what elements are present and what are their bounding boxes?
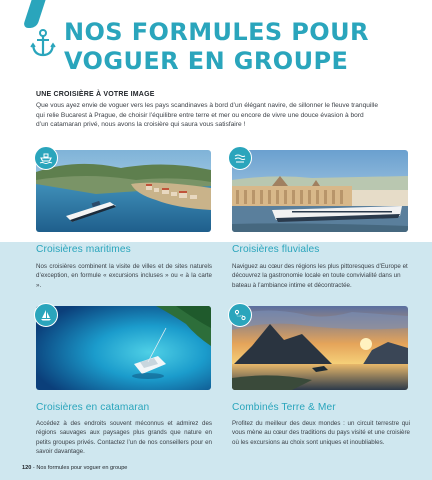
- route-badge: [228, 303, 252, 327]
- page-footer: [22, 465, 127, 471]
- section-body-river: Naviguez au cœur des régions les plus pittoresques d’Europe et découvrez la gastronomie locale en toute convivialité dans un bateau à l’ambiance intime et décontractée.: [232, 263, 408, 289]
- river-boat-icon: [233, 151, 247, 165]
- intro-subtitle: UNE CROISIÈRE À VOTRE IMAGE: [36, 91, 155, 98]
- section-title-land-sea: Combinés Terre & Mer: [232, 402, 336, 413]
- page-number: 120: [22, 465, 32, 471]
- section-title-maritime: Croisières maritimes: [36, 244, 131, 255]
- section-title-catamaran: Croisières en catamaran: [36, 402, 150, 413]
- route-icon: [233, 308, 247, 322]
- page-title: [64, 18, 424, 76]
- photo-harbor-cruise-ship: [36, 150, 211, 232]
- ship-badge: [34, 146, 58, 170]
- intro-line-2: qui relie Bucarest à Prague, de choisir l’équilibre entre terre et mer ou encore de vivre une douce évasion à bord: [36, 111, 364, 119]
- title-line-2: VOGUER EN GROUPE: [64, 47, 349, 75]
- intro-paragraph: [36, 101, 416, 130]
- section-body-maritime: Nos croisières combinent la visite de villes et de sites naturels d’exception, en formule « excursions incluses » ou « à la carte ».: [36, 263, 212, 289]
- footer-text: - Nos formules pour voguer en groupe: [31, 465, 128, 471]
- anchor-icon: [30, 28, 56, 58]
- photo-catamaran-lagoon: [36, 306, 211, 390]
- ship-icon: [39, 151, 53, 165]
- photo-fjord-sunset: [232, 306, 408, 390]
- sailboat-icon: [39, 308, 53, 322]
- intro-line-3: d’un catamaran privé, nous avons la croisière qui saura vous satisfaire !: [36, 121, 246, 129]
- decorative-ribbon: [22, 0, 47, 28]
- title-line-1: NOS FORMULES POUR: [64, 18, 369, 46]
- sailboat-badge: [34, 303, 58, 327]
- river-boat-badge: [228, 146, 252, 170]
- section-body-catamaran: Accédez à des endroits souvent méconnus et admirez des régions sauvages aux paysages plus grands que nature en petits groupes privés. Contactez l’un de nos conseillers pour en savoir davantage.: [36, 420, 212, 456]
- section-body-land-sea: Profitez du meilleur des deux mondes : un circuit terrestre qui vous mène au cœur des traditions du pays visité et une croisière où les excursions au choix sont uniques et inoubliables.: [232, 420, 410, 446]
- section-title-river: Croisières fluviales: [232, 244, 320, 255]
- photo-river-parliament-boat: [232, 150, 408, 232]
- intro-line-1: Que vous ayez envie de voguer vers les pays scandinaves à bord d’un élégant navire, de sillonner le fleuve tranquille: [36, 102, 378, 109]
